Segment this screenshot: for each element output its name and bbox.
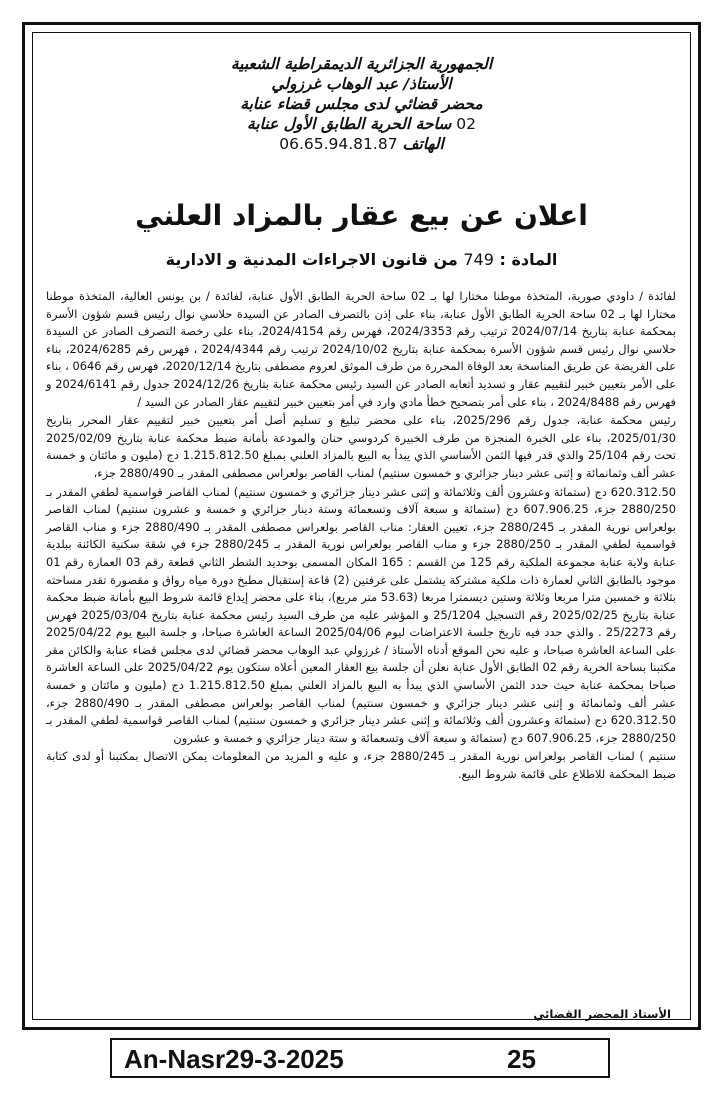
body-paragraph-1: لفائدة / داودي صورية، المتخذة موطنا مختارا لها بـ 02 ساحة الحرية الطابق الأول عنابة، لفائدة / بن يونس العالية، المتخذة موطنا مختارا لها بـ 02 ساحة الحرية الطابق الأول عنابة، بناء على إذن بالتصرف الصادر عن السيدة حلاسي نوال رئيس قسم شؤون الأسرة بمحكمة عنابة بتاريخ 2024/07/14 ترتيب رقم 2024/3353، فهرس رقم 2024/4154، بناء على رخصة التصرف الصادر عن السيدة حلاسي نوال رئيس قسم شؤون الأسرة بمحكمة عنابة بتاريخ 2024/10/02 ترتيب رقم 2024/4344 ، فهرس رقم 2024/6285، بناء على الفريضة عن طريق المناسخة بعد الوفاة المحررة من طرف الموثق لعروم مصطفى بتاريخ 2020/12/14، فهرس رقم 0646 ، بناء على الأمر بتعيين خبير لتقييم عقار و تسديد أتعابه الصادر عن السيد رئيس محكمة عنابة بتاريخ 2024/12/26 جدول رقم 2024/6141 و فهرس رقم 2024/8488 ، بناء على أمر بتصحيح خطأ مادي وارد في أمر بتعيين خبير لتقييم عقار الصادر عن السيد /: [46, 289, 677, 409]
announcement-title: اعلان عن بيع عقار بالمزاد العلني: [135, 199, 588, 232]
publication-date: An-Nasr29-3-2025: [124, 1044, 344, 1074]
republic-name: الجمهورية الجزائرية الديمقراطية الشعبية: [230, 55, 493, 73]
article-number: 749: [463, 250, 494, 269]
page-number: 25: [507, 1044, 536, 1074]
address-number: 02: [456, 115, 476, 133]
office-address: [40, 114, 683, 134]
phone-line: [40, 134, 683, 154]
footer-box: [110, 1038, 610, 1078]
body-paragraph-3: 620.312.50 دج (ستمائة وعشرون ألف وثلاثمائة و إثنى عشر دينار جزائري و خمسون سنتيم) لمناب القاصر قواسمية لطفي المقدر بـ 2880/250 جزء، 607.906.25 دج (ستمائة و سبعة آلاف وتسعمائة وستة دينار جزائري و خمسة و عشرون سنتيم) لمناب القاصر بولعراس نورية المقدر بـ 2880/245 جزء، تعيين العقار: مناب القاصر بولعراس مصطفى المقدر بـ 2880/490 جزء و مناب القاصر قواسمية لطفي المقدر بـ 2880/250 جزء و مناب القاصر بولعراس نورية المقدر بـ 2880/245 جزء في شقة سكنية الكائنة ببلدية عنابة ولاية عنابة مجموعة الملكية رقم 125 من القسم : 165 المكان المسمى بوحديد الشطر الثاني قطعة رقم 03 العمارة رقم 01 موجود بالطابق الثاني لعمارة ذات ملكية مشتركة يشتمل على غرفتين (2) قاعة إستقبال مطبخ دورة مياه رواق و مقصورة تقدر مساحته بثلاثة و خمسين مترا مربعا وثلاثة وستين ديسمترا مربعا (53.63 متر مربع)، بناء على محضر إيداع قائمة شروط البيع بأمانة ضبط محكمة عنابة بتاريخ 2025/02/25 رقم التسجيل 25/1204 و المؤشر عليه من طرف السيد رئيس محكمة عنابة بتاريخ 2025/03/04 فهرس رقم 25/2273 . والذي حدد فيه تاريخ جلسة الاعتراضات ليوم 2025/04/06 الساعة العاشرة صباحا، و جلسة البيع يوم 2025/04/22 على الساعة العاشرة صباحا، و عليه نحن الموقع أدناه الأستاذ / غرزولي عبد الوهاب محضر قضائي لدى مجلس قضاء عنابة والكائن مقر مكتبنا بساحة الحرية رقم 02 الطابق الأول عنابة نعلن أن جلسة بيع العقار المعين أعلاه ستكون يوم 2025/04/22 على الساعة العاشرة صباحا بمحكمة عنابة حيث حدد الثمن الأساسي الذي يبدأ به البيع بالمزاد العلني بمبلغ 1.215.812.50 دج (مليون و مائتان و خمسة عشر ألف وثمانمائة و إثنى عشر دينار جزائري و خمسون سنتيم) لمناب القاصر بولعراس مصطفى المقدر بـ 2880/490 جزء، 620.312.50 دج (ستمائة وعشرون ألف وثلاثمائة و إثنى عشر دينار جزائري و خمسون سنتيم) لمناب القاصر قواسمية لطفي المقدر بـ 2880/250 جزء، 607.906.25 دج (ستمائة و سبعة آلاف وتسعمائة و ستة دينار جزائري و خمسة و عشرون: [46, 484, 677, 745]
article-label: المادة :: [499, 250, 558, 269]
announcement-body: [46, 288, 676, 785]
article-text: من قانون الاجراءات المدنية و الادارية: [165, 250, 458, 269]
address-text: ساحة الحرية الطابق الأول عنابة: [247, 115, 452, 133]
body-paragraph-2: رئيس محكمة عنابة، جدول رقم 2025/296، بناء على محضر تبليغ و تسليم أصل أمر بتعيين خبير لتقييم عقار المحرر بتاريخ 2025/01/30، بناء على الخبرة المنجزة من طرف الخبيرة كردوسي حنان والمودعة بأمانة ضبط محكمة عنابة بتاريخ 2025/02/09 تحت رقم 25/104 والذي قدر فيها الثمن الأساسي الذي يبدأ به البيع بالمزاد العلني بمبلغ 1.215.812.50 دج (مليون و مائتان و خمسة عشر ألف وثمانمائة و إثنى عشر دينار جزائري و خمسون سنتيم) لمناب القاصر بولعراس مصطفى المقدر بـ 2880/490 جزء،: [46, 413, 676, 480]
bailiff-title: محضر قضائي لدى مجلس قضاء عنابة: [240, 95, 483, 113]
bailiff-name: الأستاذ/ عبد الوهاب غرزولي: [271, 75, 452, 93]
article-reference: [40, 248, 683, 272]
body-paragraph-4: سنتيم ) لمناب القاصر بولعراس نورية المقدر بـ 2880/245 جزء، و عليه و المزيد من المعلومات يمكن الاتصال بمكتبنا أو لدى كتابة ضبط المحكمة للاطلاع على قائمة شروط البيع.: [46, 749, 676, 782]
phone-number: 06.65.94.81.87: [279, 135, 398, 153]
signature: الأستاذ المحضر القضائي: [533, 1007, 671, 1021]
header-block: [40, 54, 683, 154]
phone-label: الهاتف: [402, 135, 444, 153]
